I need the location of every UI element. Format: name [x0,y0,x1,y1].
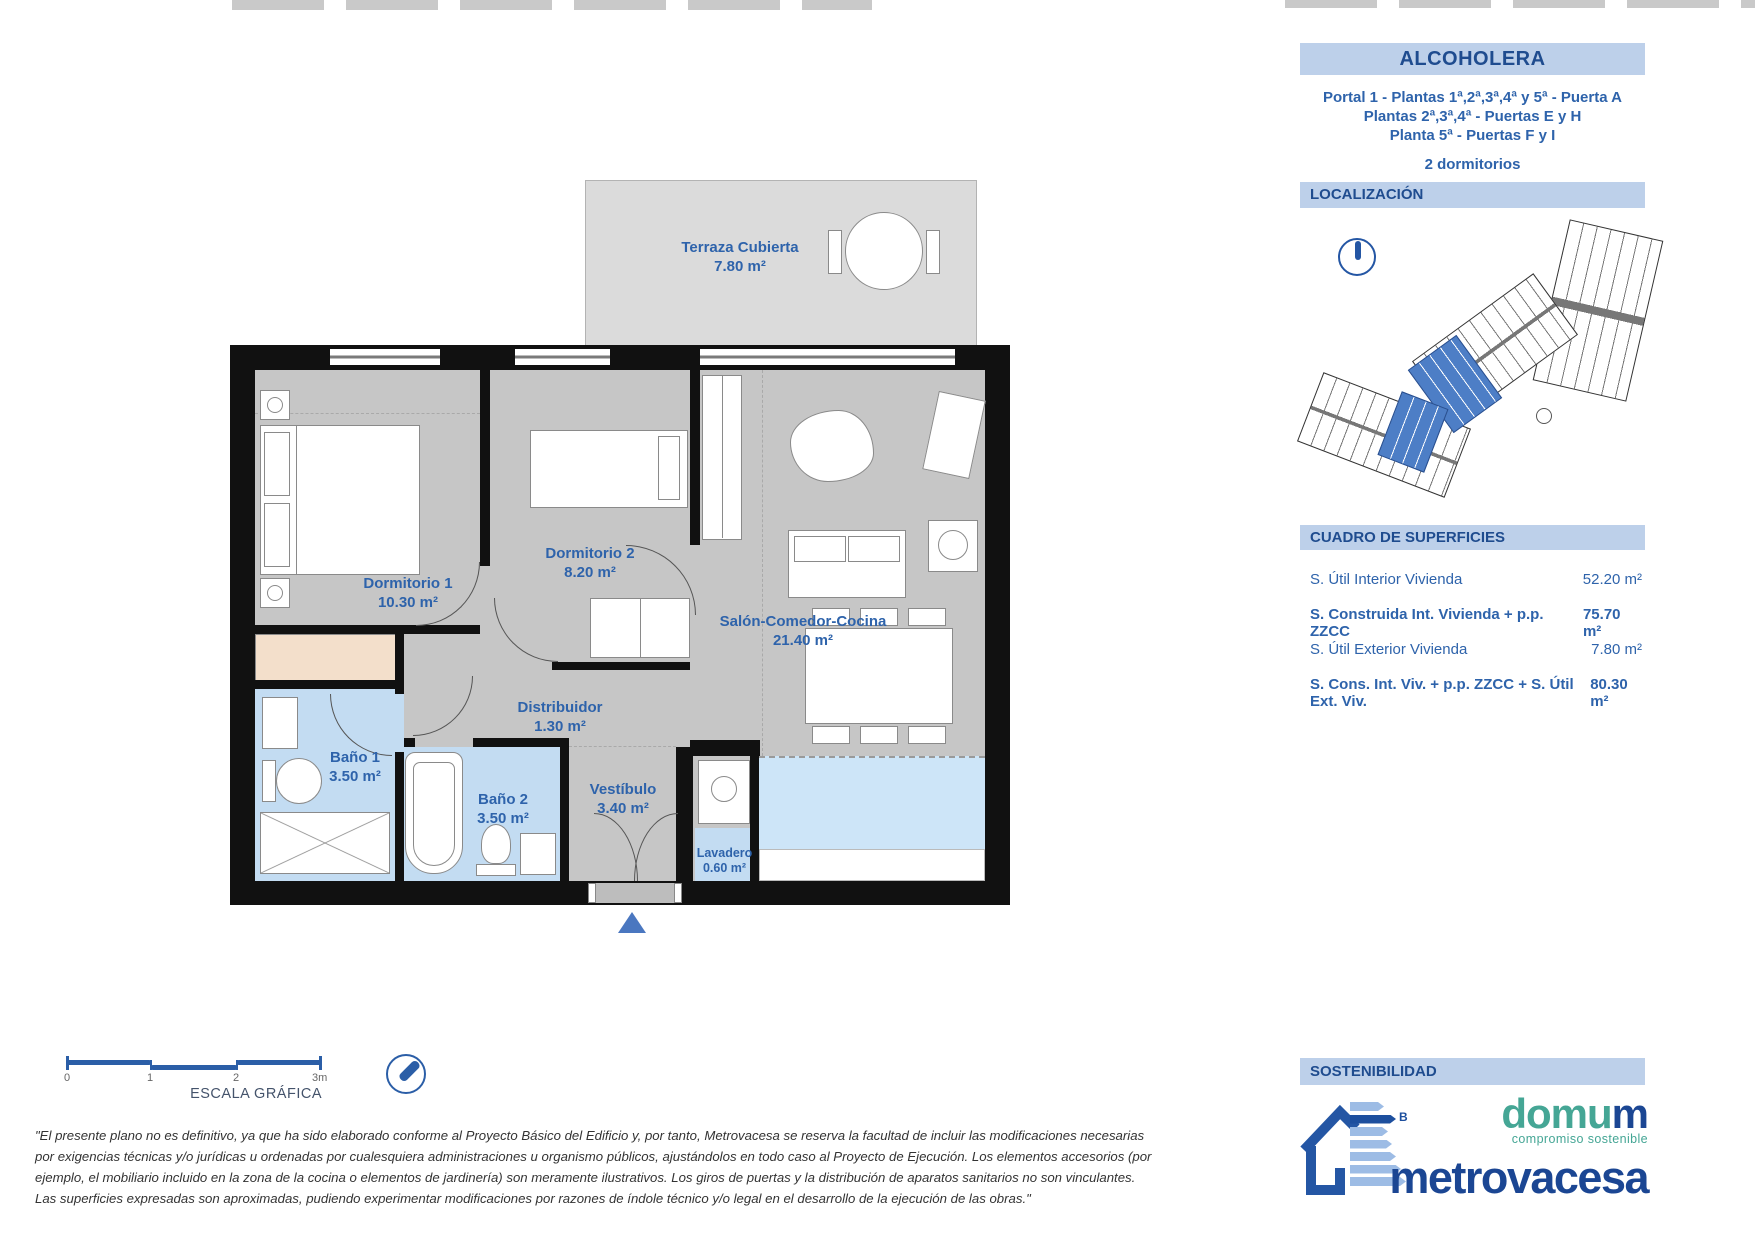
room-label-salon: Salón-Comedor-Cocina 21.40 m² [719,613,887,649]
washbasin [262,697,298,749]
rear-patio [759,756,985,849]
window [330,349,440,365]
wall [985,345,1010,905]
door-jamb [674,883,682,903]
rear-patio-white [759,849,985,881]
terrace-chair [926,230,940,274]
site-circle-marker [1536,408,1552,424]
room-label-vestibulo: Vestíbulo 3.40 m² [589,781,657,817]
pillow [658,436,680,500]
room-label-bano1: Baño 1 3.50 m² [329,749,381,785]
surface-label: S. Útil Exterior Vivienda [1310,641,1468,658]
scale-tick: 2 [233,1072,240,1084]
surface-row [1310,676,1642,710]
compass-needle [1355,241,1361,260]
orientation-compass-icon [386,1054,426,1094]
surface-value: 80.30 m² [1590,676,1628,710]
pillow [264,503,290,567]
room-label-lavadero: Lavadero 0.60 m² [696,846,753,875]
scale-tick: 3m [312,1072,328,1084]
scale-step [236,1060,238,1070]
wall [255,625,480,634]
chair [812,726,850,744]
dashed-line [762,370,763,756]
entrance-threshold [596,883,674,903]
surface-row [1310,571,1642,588]
section-cuadro: CUADRO DE SUPERFICIES [1300,525,1645,550]
terrace-sliding-door [700,349,955,365]
sink-basin [938,530,968,560]
room-label-bano2: Baño 2 3.50 m² [477,791,529,827]
room-label-distribuidor: Distribuidor 1.30 m² [517,699,603,735]
energy-bar-b [1350,1115,1396,1124]
door-opening [415,738,473,747]
wall [480,370,490,570]
scale-tick: 0 [64,1072,71,1084]
chair [908,726,946,744]
scale-endcap [319,1056,322,1070]
room-label-terraza: Terraza Cubierta 7.80 m² [681,239,799,275]
bed-line [296,426,297,574]
toilet [481,824,511,864]
surface-row [1310,641,1642,658]
wall [690,370,700,545]
bedroom-count: 2 dormitorios [1424,156,1521,173]
energy-bar [1350,1102,1384,1111]
surface-row [1310,606,1642,640]
lamp [267,585,283,601]
scale-segment [151,1065,237,1070]
door-opening [395,694,404,752]
energy-rating-letter: B [1399,1110,1408,1124]
legal-disclaimer: "El presente plano no es definitivo, ya que ha sido elaborado conforme al Proyecto Básico del Edificio y, por tanto, Metrovacesa se reserva la facultad de incluir las modificaciones necesarias por exigencias técnicas y/o jurídicas u ordenadas por cualesquiera administraciones u organismo públicos, ajustándolos en todo caso al Proyecto de Ejecución. Los elementos accesorios (por ejemplo, el mobiliario incluido en la zona de la cocina o elementos de jardinería) son meramente ilustrativos. Los giros de puertas y la distribución de aparatos sanitarios no son vinculantes. Las superficies expresadas son aproximadas, pudiendo experimentar modificaciones por razones de índole técnico y/o legal en el desarrollo de la ejecución de las obras." [35,1128,1152,1206]
washer-drum [711,776,737,802]
compass-needle [398,1059,421,1082]
scale-segment [237,1060,322,1065]
cropped-drawing-strip [232,0,872,10]
domum-wordmark-m: m [1611,1090,1648,1137]
wall [230,345,255,905]
domum-wordmark: domu [1501,1090,1612,1137]
surface-value: 52.20 m² [1582,571,1642,588]
washbasin [520,833,556,875]
cropped-drawing-strip [1285,0,1755,8]
dashed-line [569,746,676,747]
toilet-tank [476,864,516,876]
sofa-cushion [794,536,846,562]
room-label-dormitorio2: Dormitorio 2 8.20 m² [545,545,635,581]
scale-tick: 1 [147,1072,154,1084]
terrace-table [845,212,923,290]
wall [255,680,395,689]
toilet-tank [262,760,276,802]
portal-info: Portal 1 - Plantas 1ª,2ª,3ª,4ª y 5ª - Puerta A Plantas 2ª,3ª,4ª - Puertas E y H Planta 5ª - Puertas F y I [1323,89,1622,144]
surface-value: 75.70 m² [1582,606,1621,640]
domum-logo [1430,1090,1648,1146]
chair [908,608,946,626]
pillow [264,432,290,496]
metrovacesa-logo: metrovacesa [1389,1152,1648,1203]
section-sostenibilidad: SOSTENIBILIDAD [1300,1058,1645,1085]
energy-bar [1350,1140,1392,1149]
scale-step [150,1060,152,1070]
surface-value: 7.80 m² [1591,641,1642,658]
room-label-dormitorio1: Dormitorio 1 10.30 m² [363,575,453,611]
door-jamb [588,883,596,903]
shower-tray [260,812,390,874]
section-localizacion: LOCALIZACIÓN [1300,182,1645,208]
project-title: ALCOHOLERA [1300,43,1645,75]
lamp [267,397,283,413]
entrance-arrow [618,912,646,933]
wardrobe-niche [255,634,397,682]
surface-label: S. Cons. Int. Viv. + p.p. ZZCC + S. Útil Ext. Viv. [1310,676,1574,710]
kitchen-line [722,376,723,538]
plant [790,410,874,482]
scale-label: ESCALA GRÁFICA [190,1086,322,1102]
north-compass-icon [1338,238,1376,276]
surface-label: S. Construida Int. Vivienda + p.p. ZZCC [1310,606,1544,640]
wall [690,740,760,756]
scale-segment [66,1060,151,1065]
wall [552,662,690,670]
scale-endcap [66,1056,69,1070]
sofa-cushion [848,536,900,562]
window [515,349,610,365]
chair [860,726,898,744]
domum-tagline: compromiso sostenible [1511,1132,1648,1146]
surface-label: S. Útil Interior Vivienda [1310,571,1463,588]
energy-bar [1350,1127,1388,1136]
